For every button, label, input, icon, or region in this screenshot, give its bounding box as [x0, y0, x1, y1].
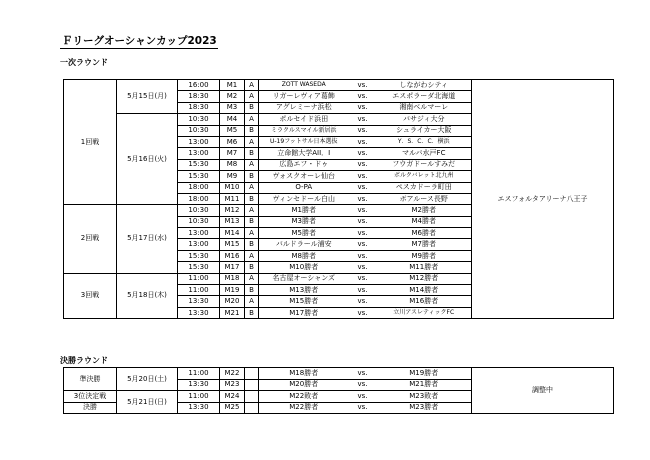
home-team: M10勝者 [259, 262, 349, 273]
match-number: M21 [220, 307, 245, 318]
home-team: M8勝者 [259, 250, 349, 261]
home-team: M15勝者 [259, 296, 349, 307]
group-letter: A [245, 228, 259, 239]
kickoff-time: 16:00 [178, 80, 220, 91]
match-number: M9 [220, 171, 245, 182]
home-team: M22敗者 [259, 391, 349, 403]
versus-label: vs. [349, 239, 377, 250]
versus-label: vs. [349, 80, 377, 91]
kickoff-time: 11:00 [178, 273, 220, 284]
match-number: M15 [220, 239, 245, 250]
match-number: M17 [220, 262, 245, 273]
match-number: M5 [220, 125, 245, 136]
versus-label: vs. [349, 102, 377, 113]
group-letter: A [245, 182, 259, 193]
match-number: M8 [220, 159, 245, 170]
kickoff-time: 13:00 [178, 228, 220, 239]
first-round-schedule-table [63, 79, 614, 319]
away-team: シュライカー大阪 [377, 125, 472, 136]
group-letter: B [245, 171, 259, 182]
kickoff-time: 15:30 [178, 262, 220, 273]
group-letter: A [245, 273, 259, 284]
away-team: Y．S．C．C．横浜 [377, 136, 472, 147]
match-date: 5月18日(木) [117, 273, 178, 319]
away-team: マルバ水戸FC [377, 148, 472, 159]
home-team: M22勝者 [259, 402, 349, 414]
table-row [64, 80, 614, 91]
group-letter: A [245, 136, 259, 147]
home-team: 広島エフ・ドゥ [259, 159, 349, 170]
home-team: O-PA [259, 182, 349, 193]
versus-label: vs. [349, 307, 377, 318]
versus-label: vs. [349, 114, 377, 125]
away-team: M6勝者 [377, 228, 472, 239]
match-number: M14 [220, 228, 245, 239]
away-team: M12勝者 [377, 273, 472, 284]
kickoff-time: 10:30 [178, 125, 220, 136]
away-team: ペスカドーラ町田 [377, 182, 472, 193]
match-number: M4 [220, 114, 245, 125]
away-team: M7勝者 [377, 239, 472, 250]
kickoff-time: 13:00 [178, 148, 220, 159]
versus-label: vs. [349, 159, 377, 170]
group-letter: B [245, 307, 259, 318]
title-underline [60, 48, 218, 49]
home-team: ZOTT WASEDA [259, 80, 349, 91]
group-letter: A [245, 91, 259, 102]
away-team: バサジィ大分 [377, 114, 472, 125]
versus-label: vs. [349, 285, 377, 296]
venue: エスフォルタアリーナ八王子 [472, 80, 614, 319]
kickoff-time: 13:00 [178, 136, 220, 147]
away-team: M9勝者 [377, 250, 472, 261]
match-number: M19 [220, 285, 245, 296]
away-team: エスポラーダ北海道 [377, 91, 472, 102]
kickoff-time: 13:30 [178, 296, 220, 307]
group-letter: A [245, 250, 259, 261]
match-number: M10 [220, 182, 245, 193]
page-title: Ｆリーグオーシャンカップ2023 [62, 35, 217, 47]
away-team: M19勝者 [377, 368, 472, 380]
group-letter: B [245, 216, 259, 227]
match-number: M2 [220, 91, 245, 102]
kickoff-time: 18:00 [178, 193, 220, 204]
round-label: 3回戦 [64, 273, 117, 319]
away-team: フウガドールすみだ [377, 159, 472, 170]
group-letter [245, 368, 259, 380]
away-team: M21勝者 [377, 379, 472, 391]
kickoff-time: 15:30 [178, 171, 220, 182]
kickoff-time: 13:30 [178, 379, 220, 391]
kickoff-time: 18:30 [178, 91, 220, 102]
round-label: 2回戦 [64, 205, 117, 273]
versus-label: vs. [349, 379, 377, 391]
versus-label: vs. [349, 296, 377, 307]
match-date: 5月21日(日) [117, 391, 178, 414]
round-label: 決勝 [64, 402, 117, 414]
home-team: ヴィンセドール白山 [259, 193, 349, 204]
group-letter [245, 379, 259, 391]
kickoff-time: 18:30 [178, 102, 220, 113]
round-label: 1回戦 [64, 80, 117, 205]
match-number: M18 [220, 273, 245, 284]
kickoff-time: 13:30 [178, 402, 220, 414]
group-letter: A [245, 114, 259, 125]
home-team: ヴォスクオーレ仙台 [259, 171, 349, 182]
group-letter: A [245, 80, 259, 91]
group-letter: B [245, 102, 259, 113]
home-team: M1勝者 [259, 205, 349, 216]
versus-label: vs. [349, 205, 377, 216]
away-team: ボルクバレット北九州 [377, 171, 472, 182]
versus-label: vs. [349, 148, 377, 159]
home-team: バルドラール浦安 [259, 239, 349, 250]
kickoff-time: 13:00 [178, 239, 220, 250]
match-date: 5月17日(水) [117, 205, 178, 273]
group-letter: B [245, 193, 259, 204]
group-letter: A [245, 159, 259, 170]
kickoff-time: 10:30 [178, 205, 220, 216]
match-date: 5月20日(土) [117, 368, 178, 391]
match-number: M7 [220, 148, 245, 159]
group-letter: B [245, 239, 259, 250]
away-team: しながわシティ [377, 80, 472, 91]
away-team: M4勝者 [377, 216, 472, 227]
kickoff-time: 15:30 [178, 159, 220, 170]
kickoff-time: 13:30 [178, 307, 220, 318]
kickoff-time: 15:30 [178, 250, 220, 261]
versus-label: vs. [349, 368, 377, 380]
home-team: アグレミーナ浜松 [259, 102, 349, 113]
away-team: M2勝者 [377, 205, 472, 216]
final-round-schedule-table [63, 367, 614, 414]
home-team: リガーレヴィア葛飾 [259, 91, 349, 102]
match-date: 5月16日(火) [117, 114, 178, 205]
home-team: ミラクルスマイル新居浜 [259, 125, 349, 136]
home-team: 立命館大学AII．Ⅰ [259, 148, 349, 159]
versus-label: vs. [349, 273, 377, 284]
group-letter: B [245, 285, 259, 296]
away-team: M11勝者 [377, 262, 472, 273]
home-team: M18勝者 [259, 368, 349, 380]
table-row [64, 368, 614, 380]
versus-label: vs. [349, 182, 377, 193]
round-label: 準決勝 [64, 368, 117, 391]
away-team: ボアルース長野 [377, 193, 472, 204]
away-team: M23勝者 [377, 402, 472, 414]
home-team: M3勝者 [259, 216, 349, 227]
group-letter: A [245, 296, 259, 307]
match-date: 5月15日(月) [117, 80, 178, 114]
kickoff-time: 18:00 [178, 182, 220, 193]
match-number: M12 [220, 205, 245, 216]
kickoff-time: 11:00 [178, 391, 220, 403]
group-letter [245, 391, 259, 403]
versus-label: vs. [349, 125, 377, 136]
final-round-heading: 決勝ラウンド [60, 356, 108, 365]
match-number: M6 [220, 136, 245, 147]
match-number: M22 [220, 368, 245, 380]
match-number: M11 [220, 193, 245, 204]
group-letter: A [245, 205, 259, 216]
group-letter: B [245, 262, 259, 273]
away-team: M23敗者 [377, 391, 472, 403]
versus-label: vs. [349, 193, 377, 204]
kickoff-time: 11:00 [178, 368, 220, 380]
venue: 調整中 [472, 368, 614, 414]
versus-label: vs. [349, 250, 377, 261]
versus-label: vs. [349, 136, 377, 147]
group-letter: B [245, 148, 259, 159]
match-number: M1 [220, 80, 245, 91]
kickoff-time: 10:30 [178, 114, 220, 125]
match-number: M3 [220, 102, 245, 113]
home-team: M13勝者 [259, 285, 349, 296]
home-team: ポルセイド浜田 [259, 114, 349, 125]
versus-label: vs. [349, 402, 377, 414]
match-number: M13 [220, 216, 245, 227]
first-round-heading: 一次ラウンド [60, 58, 108, 67]
round-label: 3位決定戦 [64, 391, 117, 403]
versus-label: vs. [349, 228, 377, 239]
versus-label: vs. [349, 216, 377, 227]
match-number: M24 [220, 391, 245, 403]
home-team: M20勝者 [259, 379, 349, 391]
group-letter [245, 402, 259, 414]
versus-label: vs. [349, 391, 377, 403]
away-team: M16勝者 [377, 296, 472, 307]
away-team: 立川アスレティックFC [377, 307, 472, 318]
kickoff-time: 11:00 [178, 285, 220, 296]
group-letter: B [245, 125, 259, 136]
home-team: M5勝者 [259, 228, 349, 239]
away-team: 湘南ベルマーレ [377, 102, 472, 113]
match-number: M25 [220, 402, 245, 414]
match-number: M20 [220, 296, 245, 307]
versus-label: vs. [349, 91, 377, 102]
versus-label: vs. [349, 171, 377, 182]
match-number: M16 [220, 250, 245, 261]
away-team: M14勝者 [377, 285, 472, 296]
home-team: U-19フットサル日本選抜 [259, 136, 349, 147]
home-team: 名古屋オーシャンズ [259, 273, 349, 284]
kickoff-time: 10:30 [178, 216, 220, 227]
home-team: M17勝者 [259, 307, 349, 318]
versus-label: vs. [349, 262, 377, 273]
match-number: M23 [220, 379, 245, 391]
